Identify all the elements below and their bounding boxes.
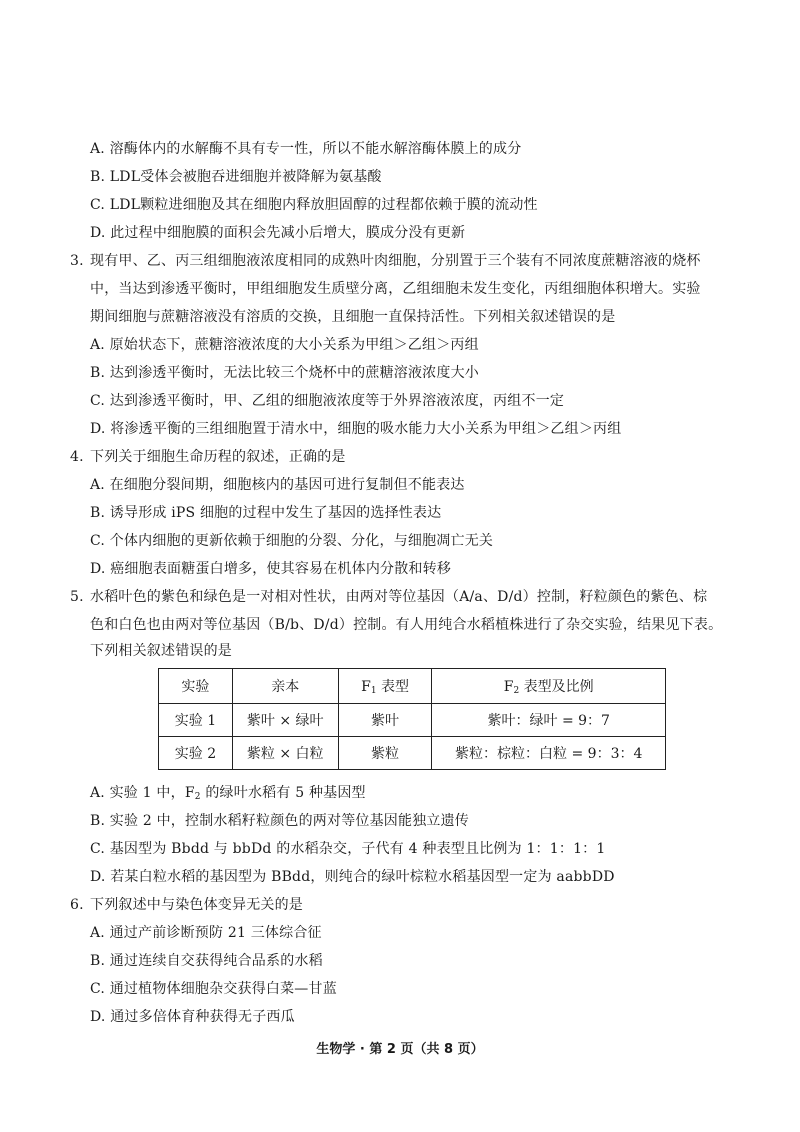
q5-option-b: B. 实验 2 中，控制水稻籽粒颜色的两对等位基因能独立遗传 <box>90 813 469 829</box>
q6-option-a: A. 通过产前诊断预防 21 三体综合征 <box>90 925 322 941</box>
q5-option-a: A. 实验 1 中，$F_2$ 的绿叶水稻有 5 种基因型 <box>90 785 366 802</box>
table-cell: 紫叶 <box>338 704 432 737</box>
table-cell: 紫叶 × 绿叶 <box>232 704 338 737</box>
q6-option-c: C. 通过植物体细胞杂交获得白菜—甘蓝 <box>90 981 337 997</box>
q4-option-c: C. 个体内细胞的更新依赖于细胞的分裂、分化，与细胞凋亡无关 <box>90 533 494 549</box>
q5-stem-line-3: 下列相关叙述错误的是 <box>90 643 232 659</box>
table-cell: 紫粒：棕粒：白粒 = 9：3：4 <box>432 737 666 770</box>
q3-stem-line-1: 3. 现有甲、乙、丙三组细胞液浓度相同的成熟叶肉细胞，分别置于三个装有不同浓度蔗糖溶液的烧杯 <box>70 253 701 269</box>
q4-option-a: A. 在细胞分裂间期，细胞核内的基因可进行复制但不能表达 <box>90 477 465 493</box>
table-cell: 实验 2 <box>159 737 233 770</box>
q2-option-c: C. LDL颗粒进细胞及其在细胞内释放胆固醇的过程都依赖于膜的流动性 <box>90 197 538 213</box>
table-row <box>159 704 666 737</box>
q4-number: 4. <box>70 449 84 465</box>
q3-stem-line-3: 期间细胞与蔗糖溶液没有溶质的交换，且细胞一直保持活性。下列相关叙述错误的是 <box>90 309 616 325</box>
header-parents: 亲本 <box>232 669 338 704</box>
q3-stem-line-2: 中，当达到渗透平衡时，甲组细胞发生质壁分离，乙组细胞未发生变化，丙组细胞体积增大。实验 <box>90 281 701 297</box>
q3-number: 3. <box>70 253 84 269</box>
q6-stem: 6. 下列叙述中与染色体变异无关的是 <box>70 897 303 913</box>
q4-option-d: D. 癌细胞表面糖蛋白增多，使其容易在机体内分散和转移 <box>90 561 452 577</box>
q5-results-table <box>158 668 666 770</box>
q5-stem-line-1: 5. 水稻叶色的紫色和绿色是一对相对性状，由两对等位基因（A/a、D/d）控制，籽粒颜色的紫色、棕 <box>70 589 708 605</box>
q2-option-d: D. 此过程中细胞膜的面积会先减小后增大，膜成分没有更新 <box>90 225 466 241</box>
table-row <box>159 737 666 770</box>
q3-option-d: D. 将渗透平衡的三组细胞置于清水中，细胞的吸水能力大小关系为甲组＞乙组＞丙组 <box>90 421 622 437</box>
q5-number: 5. <box>70 589 84 605</box>
header-f1: $F_1$ 表型 <box>338 669 432 704</box>
header-experiment: 实验 <box>159 669 233 704</box>
q5-option-d: D. 若某白粒水稻的基因型为 BBdd，则纯合的绿叶棕粒水稻基因型一定为 aabbDD <box>90 869 615 885</box>
q3-option-b: B. 达到渗透平衡时，无法比较三个烧杯中的蔗糖溶液浓度大小 <box>90 365 479 381</box>
q5-stem-line-2: 色和白色也由两对等位基因（B/b、D/d）控制。有人用纯合水稻植株进行了杂交实验，结果见下表。 <box>90 617 723 633</box>
q2-option-a: A. 溶酶体内的水解酶不具有专一性，所以不能水解溶酶体膜上的成分 <box>90 141 522 157</box>
page-footer: 生物学 · 第 2 页（共 8 页） <box>316 1042 484 1057</box>
table-cell: 紫粒 <box>338 737 432 770</box>
header-f2: $F_2$ 表型及比例 <box>432 669 666 704</box>
q3-option-c: C. 达到渗透平衡时，甲、乙组的细胞液浓度等于外界溶液浓度，丙组不一定 <box>90 393 565 409</box>
table-header-row <box>159 669 666 704</box>
q4-option-b: B. 诱导形成 iPS 细胞的过程中发生了基因的选择性表达 <box>90 505 442 521</box>
q6-option-b: B. 通过连续自交获得纯合品系的水稻 <box>90 953 323 969</box>
q6-option-d: D. 通过多倍体育种获得无子西瓜 <box>90 1009 295 1025</box>
q2-option-b: B. LDL受体会被胞吞进细胞并被降解为氨基酸 <box>90 169 382 185</box>
q5-option-c: C. 基因型为 Bbdd 与 bbDd 的水稻杂交，子代有 4 种表型且比例为 1：1：1：1 <box>90 841 606 857</box>
q4-stem: 4. 下列关于细胞生命历程的叙述，正确的是 <box>70 449 346 465</box>
q3-option-a: A. 原始状态下，蔗糖溶液浓度的大小关系为甲组＞乙组＞丙组 <box>90 337 479 353</box>
table-cell: 实验 1 <box>159 704 233 737</box>
q6-number: 6. <box>70 897 84 913</box>
table-cell: 紫粒 × 白粒 <box>232 737 338 770</box>
table-cell: 紫叶：绿叶 = 9：7 <box>432 704 666 737</box>
